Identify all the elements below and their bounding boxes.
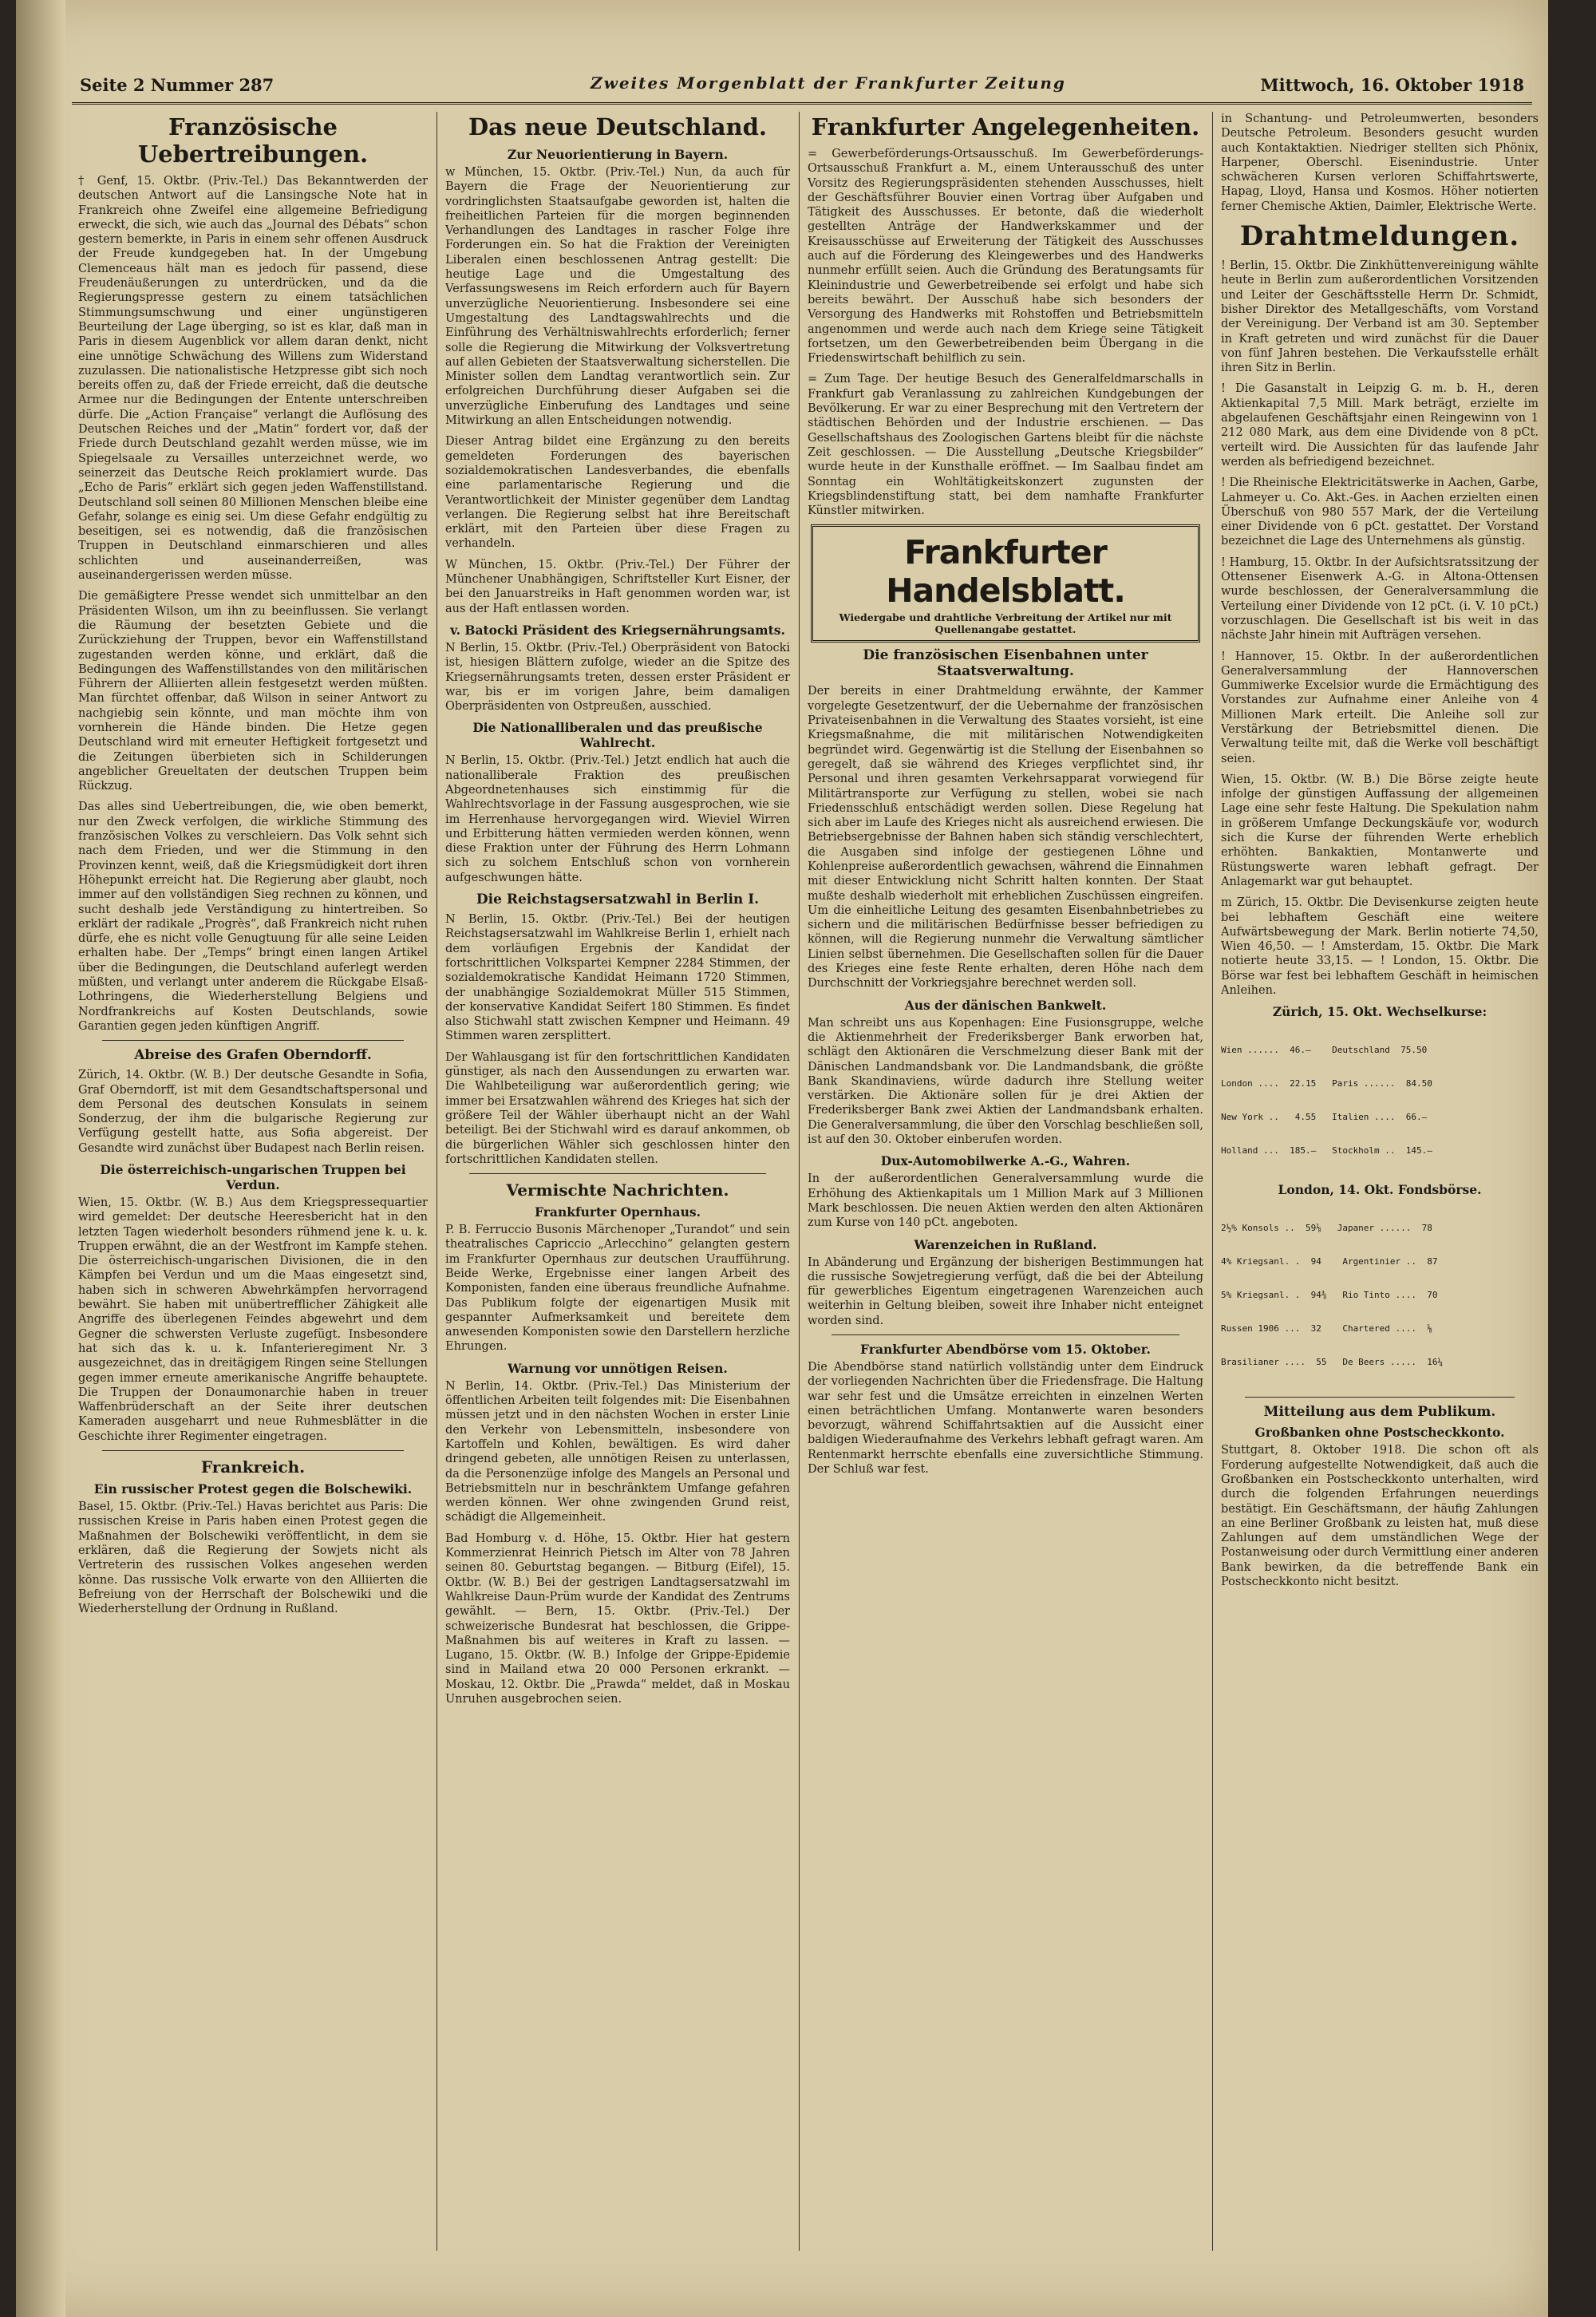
exchange-rates-title: Zürich, 15. Okt. Wechselkurse:	[1272, 1004, 1487, 1020]
headline-neues-deutschland: Das neue Deutschland.	[468, 113, 767, 140]
article-text: W München, 15. Oktbr. (Priv.-Tel.) Der Führer der Münchener Unabhängigen, Schriftsteller Kurt Eisner, der bei den Januarstreiks in Haft genommen worden war, ist aus der Haft entlassen worden.	[445, 558, 790, 615]
headline-frankreich: Frankreich.	[200, 1457, 306, 1477]
article-text: N Berlin, 15. Oktbr. (Priv.-Tel.) Jetzt endlich hat auch die nationalliberale Fraktion des preußischen Abgeordnetenhauses sich einstimmig für die Wahlrechtsvorlage in der Fassung ausgesprochen, wie sie im Herrenhause hervorgegangen wird. Wieviel Wirren und Erbitterung hätten vermieden werden können, wenn diese Fraktion unter der Führung des Herrn Lohmann sich zu solchem Entschluß schon von vornherein aufgeschwungen hätte.	[445, 754, 790, 884]
article-text: Zürich, 14. Oktbr. (W. B.) Der deutsche Gesandte in Sofia, Graf Oberndorff, ist mit dem Gesandtschaftspersonal und dem Personal des deutschen Konsulats in seinem Sonderzug, der ihm die bulgarische Regierung zur Verfügung gestellt hatte, aus Sofia abgereist. Der Gesandte wird zunächst über Budapest nach Berlin reisen.	[78, 1069, 428, 1155]
headline-angelegenheiten: Frankfurter Angelegenheiten.	[811, 113, 1200, 140]
article-text: † Genf, 15. Oktbr. (Priv.-Tel.) Das Bekanntwerden der deutschen Antwort auf die Lansingsche Note hat in Frankreich ohne Zweifel eine allgemeine Befriedigung erweckt, die sich, wie auch das „Journal des Débats“ schon gestern bemerkte, in Paris in einem sehr offenen Ausdruck der Freude kundgegeben hat. In der Umgebung Clemenceaus hält man es jedoch für passend, diese Freudenäußerungen zu unterdrücken, und da die Regierungspresse gestern zu einem tatsächlichen Stimmungsumschwung und einer ungünstigeren Beurteilung der Lage überging, so ist es klar, daß man in Paris in diesem Augenblick vor allem daran denkt, nicht eine unnötige Schwächung des Willens zum Widerstand zuzulassen. Die nationalistische Hetzpresse gibt sich noch bereits offen zu, daß der Friede erreicht, daß die deutsche Armee nur die Bedingungen der Entente unterschreiben dürfe. Die „Action Française“ verlangt die Auflösung des Deutschen Reiches und der „Matin“ fordert vor, daß der Friede durch Deutschland gezahlt werden müsse, wie im Spiegelsaale zu Versailles unterzeichnet werde, wo seinerzeit das Deutsche Reich proklamiert wurde. Das „Echo de Paris“ erklärt sich gegen jeden Waffenstillstand. Deutschland soll seinen 80 Millionen Menschen bleibe eine Gefahr, solange es einig sei. Um diese Gefahr endgültig zu beseitigen, sei es notwendig, daß die französischen Truppen in Deutschland einmarschieren und alles schlichten und auseinanderreißen, was auseinandergerissen werden müsse.	[78, 175, 428, 583]
column-4	[1221, 112, 1539, 2251]
handelsblatt-note: Wiedergabe und drahtliche Verbreitung der Artikel nur mit Quellenangabe gestattet.	[839, 611, 1172, 636]
exchange-rates-table	[1221, 1022, 1539, 1179]
table-row: Wien ...... 46.— Deutschland 75.50	[1221, 1045, 1428, 1056]
article-text: = Zum Tage. Der heutige Besuch des Generalfeldmarschalls in Frankfurt gab Veranlassung zu zahlreichen Kundgebungen der Bevölkerung. Er war zu einer Besprechung mit den Vertretern der städtischen Behörden und der Industrie erschienen. — Das Gesellschaftshaus des Zoologischen Gartens bleibt für die nächste Zeit geschlossen. — Die Ausstellung „Deutsche Kriegsbilder“ wurde heute in der Kunsthalle eröffnet. — Im Saalbau findet am Sonntag ein Wohltätigkeitskonzert zugunsten der Kriegsblindenstiftung statt, bei dem namhafte Frankfurter Künstler mitwirken.	[808, 373, 1203, 518]
headline-mitteilung: Mitteilung aus dem Publikum.	[1263, 1404, 1496, 1421]
headline-bankwelt: Aus der dänischen Bankwelt.	[904, 997, 1107, 1013]
london-exchange-table	[1221, 1200, 1539, 1390]
divider	[102, 1040, 404, 1041]
masthead	[72, 70, 1532, 105]
article-text: Man schreibt uns aus Kopenhagen: Eine Fusionsgruppe, welche die Aktienmehrheit der Frederiksberger Bank erworben hat, schlägt den Aktionären die Verschmelzung dieser Bank mit der Dänischen Landmandsbank vor. Die Landmandsbank, die größte Bank Skandinaviens, würde dadurch ihre Stellung weiter verstärken. Die Aktionäre sollen für je drei Aktien der Frederiksberger Bank zwei Aktien der Landmandsbank erhalten. Die Generalversammlung, die über den Vorschlag beschließen soll, ist auf den 30. Oktober einberufen worden.	[808, 1016, 1203, 1147]
article-text: Stuttgart, 8. Oktober 1918. Die schon oft als Forderung aufgestellte Notwendigkeit, daß auch die Großbanken ein Postscheckkonto unterhalten, wird durch die folgenden Erfahrungen neuerdings bestätigt. Ein Geschäftsmann, der häufig Zahlungen an eine Berliner Großbank zu leisten hat, muß diese Zahlungen auf dem umständlichen Wege der Postanweisung oder durch Vermittlung einer anderen Bank bewirken, da die betreffende Bank ein Postscheckkonto nicht besitzt.	[1221, 1444, 1539, 1588]
article-text: In der außerordentlichen Generalversammlung wurde die Erhöhung des Aktienkapitals um 1 Million Mark auf 3 Millionen Mark beschlossen. Die neuen Aktien werden den alten Aktionären zum Kurse von 140 pCt. angeboten.	[808, 1172, 1203, 1230]
table-row: Holland ... 185.— Stockholm .. 145.—	[1221, 1145, 1432, 1157]
headline-abreise: Abreise des Grafen Oberndorff.	[134, 1047, 372, 1064]
article-text: ! Die Gasanstalt in Leipzig G. m. b. H., deren Aktienkapital 7,5 Mill. Mark beträgt, erzielte im abgelaufenen Geschäftsjahr einen Reingewinn von 1 212 080 Mark, aus dem eine Dividende von 8 pCt. verteilt wird. Die Aussichten für das laufende Jahr werden als befriedigend bezeichnet.	[1221, 382, 1539, 469]
handelsblatt-title: Frankfurter Handelsblatt.	[886, 533, 1125, 611]
table-row: New York .. 4.55 Italien .... 66.—	[1221, 1112, 1428, 1123]
headline-protest: Ein russischer Protest gegen die Bolschewiki.	[93, 1481, 413, 1497]
article-text: P. B. Ferruccio Busonis Märchenoper „Turandot“ und sein theatralisches Capriccio „Arlecchino“ gelangten gestern im Frankfurter Opernhaus zur deutschen Uraufführung. Beide Werke, Ergebnisse einer langen Arbeit des Komponisten, fanden eine überaus freundliche Aufnahme. Das Publikum folgte der eigenartigen Musik mit gespannter Aufmerksamkeit und bereitete dem anwesenden Komponisten sowie den Darstellern herzliche Ehrungen.	[445, 1224, 790, 1354]
headline-abendboerse: Frankfurter Abendbörse vom 15. Oktober.	[860, 1342, 1151, 1357]
headline-nationalliberale: Die Nationalliberalen und das preußische Wahlrecht.	[472, 720, 763, 751]
headline-reichstagswahl: Die Reichstagsersatzwahl in Berlin I.	[476, 892, 760, 908]
divider	[832, 1334, 1179, 1335]
article-text: m Zürich, 15. Oktbr. Die Devisenkurse zeigten heute bei lebhaftem Geschäft eine weitere Aufwärtsbewegung der Mark. Berlin notierte 74,50, Wien 46,50. — ! Amsterdam, 15. Oktbr. Die Mark notierte heute 33,15. — ! London, 15. Oktbr. Die Börse war fest bei lebhaftem Geschäft in heimischen Anleihen.	[1221, 896, 1539, 998]
newspaper-title: Zweites Morgenblatt der Frankfurter Zeitung	[591, 73, 1066, 93]
handelsblatt-banner	[811, 524, 1200, 643]
subheadline-bayern: Zur Neuorientierung in Bayern.	[507, 147, 729, 162]
table-row: 5% Kriegsanl. . 94⅜ Rio Tinto .... 70	[1221, 1290, 1438, 1301]
issue-date: Mittwoch, 16. Oktober 1918	[1260, 75, 1524, 95]
headline-uebertreibungen: Französische Uebertreibungen.	[137, 113, 369, 168]
headline-batocki: v. Batocki Präsident des Kriegsernährungsamts.	[450, 622, 785, 638]
table-row: London .... 22.15 Paris ...... 84.50	[1221, 1078, 1432, 1089]
column-1	[78, 112, 428, 2251]
article-text: Der Wahlausgang ist für den fortschrittlichen Kandidaten günstiger, als nach den Aussendungen zu erwarten war. Die Wahlbeteiligung war außerordentlich gering; wie immer bei Ersatzwahlen während des Krieges hat sich der größere Teil der Wähler überhaupt nicht an der Wahl beteiligt. Bei der Stichwahl wird es darauf ankommen, ob die bürgerlichen Wähler sich geschlossen hinter den fortschrittlichen Kandidaten stellen.	[445, 1050, 790, 1166]
divider	[469, 1173, 766, 1174]
article-text: ! Die Rheinische Elektricitätswerke in Aachen, Garbe, Lahmeyer u. Co. Akt.-Ges. in Aachen erzielten einen Überschuß von 980 557 Mark, der die Verteilung einer Dividende von 6 pCt. gestattet. Der Vorstand bezeichnet die Lage des Unternehmens als günstig.	[1221, 476, 1539, 548]
article-text: Wien, 15. Oktbr. (W. B.) Die Börse zeigte heute infolge der günstigen Auffassung der allgemeinen Lage eine sehr feste Haltung. Die Spekulation nahm in größerem Umfange Deckungskäufe vor, wodurch sich die Kurse der führenden Werte erheblich erhöhten. Bankaktien, Montanwerte und Rüstungswerte waren lebhaft gefragt. Der Anlagemarkt war gut behauptet.	[1221, 773, 1539, 888]
table-row: 2½% Konsols .. 59⅛ Japaner ...... 78	[1221, 1223, 1432, 1234]
headline-vermischte: Vermischte Nachrichten.	[506, 1180, 729, 1200]
headline-warnung: Warnung vor unnötigen Reisen.	[508, 1360, 728, 1376]
article-text: Wien, 15. Oktbr. (W. B.) Aus dem Kriegspressequartier wird gemeldet: Der deutsche Heeresbericht hat in den letzten Tagen wiederholt besonders rühmend jene k. u. k. Truppen erwähnt, die an der Westfront im Kampfe stehen. Die österreichisch-ungarischen Divisionen, die in den Kämpfen bei Verdun und um die Maas eingesetzt sind, haben sich in schweren Abwehrkämpfen hervorragend bewährt. Sie haben mit unübertrefflicher Zähigkeit alle Angriffe des überlegenen Feindes abgewehrt und dem Gegner die schwersten Verluste zugefügt. Insbesondere hat sich das k. u. k. Infanterieregiment Nr. 3 ausgezeichnet, das in dreitägigem Ringen seine Stellungen gegen immer erneute amerikanische Angriffe behauptete. Die Truppen der Donaumonarchie haben in treuer Waffenbrüderschaft an der Seite ihrer deutschen Kameraden ausgeharrt und neue Ruhmesblätter in die Geschichte ihrer Regimenter eingetragen.	[78, 1196, 428, 1443]
article-text: N Berlin, 15. Oktbr. (Priv.-Tel.) Oberpräsident von Batocki ist, hiesigen Blättern zufolge, wieder an die Spitze des Kriegsernährungsamts treten, dessen erster Präsident er war, bis er im vorigen Jahre, beim damaligen Oberpräsidenten von Ostpreußen, ausschied.	[445, 641, 790, 714]
headline-grossbanken: Großbanken ohne Postscheckkonto.	[1254, 1425, 1505, 1441]
headline-drahtmeldungen: Drahtmeldungen.	[1239, 220, 1520, 253]
article-text: N Berlin, 15. Oktbr. (Priv.-Tel.) Bei der heutigen Reichstagsersatzwahl im Wahlkreise Berlin 1, erhielt nach dem vorläufigen Ergebnis der Kandidat der fortschrittlichen Volkspartei Kempner 2284 Stimmen, der sozialdemokratische Kandidat Heimann 1720 Stimmen, der unabhängige Sozialdemokrat Müller 515 Stimmen, der konservative Kandidat Seifert 180 Stimmen. Es findet also Stichwahl statt zwischen Kempner und Heimann. 49 Stimmen waren zersplittert.	[445, 913, 790, 1043]
article-text: N Berlin, 14. Oktbr. (Priv.-Tel.) Das Ministerium der öffentlichen Arbeiten teilt folgendes mit: Die Eisenbahnen müssen jetzt und in den nächsten Wochen in erster Linie den Verkehr von Lebensmitteln, insbesondere von Kartoffeln und Kohlen, bewältigen. Es wird daher dringend gebeten, alle unnötigen Reisen zu unterlassen, da die Personenzüge infolge des Mangels an Personal und Betriebsmitteln nur in beschränktem Umfange gefahren werden können. Wer ohne zwingenden Grund reist, schädigt die Allgemeinheit.	[445, 1379, 790, 1524]
headline-warenzeichen: Warenzeichen in Rußland.	[914, 1236, 1097, 1252]
divider	[1245, 1397, 1515, 1398]
london-exchange-title: London, 14. Okt. Fondsbörse.	[1278, 1182, 1482, 1198]
page-number: Seite 2 Nummer 287	[80, 75, 275, 95]
article-text: Das alles sind Uebertreibungen, die, wie oben bemerkt, nur den Zweck verfolgen, die wirkliche Stimmung des französischen Volkes zu verschleiern. Das Volk sehnt sich nach dem Frieden, und wer die Stimmung in den Provinzen kennt, weiß, daß die Kriegsmüdigkeit dort ihren Höhepunkt erreicht hat. Die Regierung aber glaubt, noch immer auf den vollständigen Sieg rechnen zu können, und sucht deshalb jede Verständigung zu hintertreiben. So erklärt der radikale „Progrès“, daß Frankreich nicht ruhen dürfe, ehe es nicht volle Genugtuung für alle seine Leiden erhalten habe. Der „Temps“ bringt einen langen Artikel über die Bedingungen, die Deutschland auferlegt werden müßten, und verlangt unter anderem die Rückgabe Elsaß-Lothringens, die Wiederherstellung Belgiens und Nordfrankreichs auf Kosten Deutschlands, sowie Garantien gegen jeden künftigen Angriff.	[78, 801, 428, 1033]
column-3	[808, 112, 1203, 2251]
column-rule	[799, 112, 800, 2251]
column-rule	[1212, 112, 1213, 2251]
article-text: w München, 15. Oktbr. (Priv.-Tel.) Nun, da auch für Bayern die Frage der Neuorientierung zur vordringlichsten Staatsaufgabe geworden ist, halten die freiheitlichen Parteien für die morgen beginnenden Verhandlungen des Landtages in rascher Folge ihre Forderungen ein. So hat die Fraktion der Vereinigten Liberalen einen beschlossenen Antrag gestellt: Die heutige Lage und die Umgestaltung des Verfassungswesens im Reich erfordern auch für Bayern unverzügliche Neuorientierung. Insbesondere sei eine Umgestaltung des Landtagswahlrechts und die Einführung des Verhältniswahlrechts erforderlich; ferner solle die Regierung die Mitwirkung der Volksvertretung auf allen Gebieten der Staatsverwaltung sicherstellen. Die Minister sollen dem Landtag verantwortlich sein. Zur erfolgreichen Durchführung dieser Aufgaben sei die unverzügliche Einberufung des Landtages und seine Mitwirkung an allen Entscheidungen notwendig.	[445, 166, 790, 428]
headline-eisenbahnen: Die französischen Eisenbahnen unter Staatsverwaltung.	[863, 647, 1148, 680]
article-text: = Gewerbeförderungs-Ortsausschuß. Im Gewerbeförderungs-Ortsausschuß Frankfurt a. M., einem Unterausschuß des unter Vorsitz des Regierungspräsidenten stehenden Ausschusses, hielt der Geschäftsführer Bouvier einen Vortrag über Aufgaben und Tätigkeit des Ausschusses. Er betonte, daß die wiederholt gestellten Anträge der Handwerkskammer und der Kreisausschüsse auf Erweiterung der Tätigkeit des Ausschusses auch auf die Förderung des Kleingewerbes und des Handwerks nunmehr erfüllt seien. Auch die Gründung des Beratungsamts für Kleinindustrie und Gewerbetreibende sei erfolgt und habe sich bereits bewährt. Der Ausschuß habe sich besonders der Versorgung des Handwerks mit Rohstoffen und Betriebsmitteln angenommen und werde auch nach dem Kriege seine Tätigkeit fortsetzen, um den Gewerbetreibenden beim Übergang in die Friedenswirtschaft behilflich zu sein.	[808, 148, 1203, 366]
newspaper-page	[16, 0, 1548, 2317]
table-row: 4% Kriegsanl. . 94 Argentinier .. 87	[1221, 1256, 1438, 1267]
article-text: Die Abendbörse stand natürlich vollständig unter dem Eindruck der vorliegenden Nachrichten über die Friedensfrage. Die Haltung war sehr fest und die Umsätze erreichten in einzelnen Werten einen beträchtlichen Umfang. Montanwerte waren besonders bevorzugt, während Schiffahrtsaktien auf die Aussicht einer baldigen Wiederaufnahme des Verkehrs lebhaft gefragt waren. Am Rentenmarkt herrschte ebenfalls eine zuversichtliche Stimmung. Der Schluß war fest.	[808, 1361, 1203, 1477]
article-text: In Abänderung und Ergänzung der bisherigen Bestimmungen hat die russische Sowjetregierung verfügt, daß die bei der Abteilung für gewerbliches Eigentum eingetragenen Warenzeichen auch weiterhin in Geltung bleiben, soweit ihre Inhaber nicht enteignet worden sind.	[808, 1255, 1203, 1327]
headline-dux: Dux-Automobilwerke A.-G., Wahren.	[880, 1153, 1131, 1169]
table-row: Russen 1906 ... 32 Chartered .... ⅝	[1221, 1323, 1432, 1334]
article-text: in Schantung- und Petroleumwerten, besonders Deutsche Petroleum. Besonders gesucht wurden auch Kontaktaktien. Niedriger stellten sich Phönix, Harpener, Oberschl. Eisenindustrie. Unter schwächeren Kursen verloren Schiffahrtswerte, Hapag, Lloyd, Hansa und Kosmos. Höher notierten ferner Chemische Aktien, Daimler, Elektrische Werte.	[1221, 113, 1539, 213]
article-text: ! Hannover, 15. Oktbr. In der außerordentlichen Generalversammlung der Hannoverschen Gummiwerke Excelsior wurde die Ermächtigung des Vorstandes zur Aufnahme einer Anleihe von 4 Millionen Mark erteilt. Die Anleihe soll zur Verstärkung der Betriebsmittel dienen. Die Verwaltung teilte mit, daß die Werke voll beschäftigt seien.	[1221, 650, 1539, 765]
headline-truppen: Die österreichisch-ungarischen Truppen bei Verdun.	[100, 1162, 406, 1192]
article-text: ! Hamburg, 15. Oktbr. In der Aufsichtsratssitzung der Ottensener Eisenwerk A.-G. in Altona-Ottensen wurde beschlossen, der Generalversammlung die Verteilung einer Dividende von 12 pCt. (i. V. 10 pCt.) vorzuschlagen. Die Gesellschaft ist bis weit in das nächste Jahr hinein mit Aufträgen versehen.	[1221, 556, 1539, 643]
table-row: Brasilianer .... 55 De Beers ..... 16¼	[1221, 1357, 1444, 1368]
article-text: Bad Homburg v. d. Höhe, 15. Oktbr. Hier hat gestern Kommerzienrat Heinrich Pietsch im Alter von 78 Jahren seinen 80. Geburtstag begangen. — Bitburg (Eifel), 15. Oktbr. (W. B.) Bei der gestrigen Landtagsersatzwahl im Wahlkreise Daun-Prüm wurde der Kandidat des Zentrums gewählt. — Bern, 15. Oktbr. (Priv.-Tel.) Der schweizerische Bundesrat hat beschlossen, die Grippe-Maßnahmen bis auf weiteres in Kraft zu lassen. — Lugano, 15. Oktbr. (W. B.) Infolge der Grippe-Epidemie sind in Mailand etwa 20 000 Personen erkrankt. — Moskau, 12. Oktbr. Die „Prawda“ meldet, daß in Moskau Unruhen ausgebrochen seien.	[445, 1532, 790, 1706]
divider	[102, 1450, 404, 1451]
column-2	[445, 112, 790, 2251]
headline-opernhaus: Frankfurter Opernhaus.	[535, 1204, 701, 1220]
article-text: Basel, 15. Oktbr. (Priv.-Tel.) Havas berichtet aus Paris: Die russischen Kreise in Paris haben einen Protest gegen die Maßnahmen der Bolschewiki veröffentlicht, in dem sie erklären, daß die Regierung der Sowjets nicht als Vertreterin des russischen Volkes angesehen werden könne. Das russische Volk erwarte von den Alliierten die Befreiung von der Herrschaft der Bolschewiki und die Wiederherstellung der Ordnung in Rußland.	[78, 1501, 428, 1616]
article-text: ! Berlin, 15. Oktbr. Die Zinkhüttenvereinigung wählte heute in Berlin zum außerordentlichen Vorsitzenden und Leiter der Geschäftsstelle Herrn Dr. Schmidt, bisher Direktor des Metallgeschäfts, vom Vorstand der Vereinigung. Der Verband ist am 30. September in Kraft getreten und wird zunächst für die Dauer von fünf Jahren bestehen. Die Verkaufsstelle erhält ihren Sitz in Berlin.	[1221, 259, 1539, 375]
article-text: Die gemäßigtere Presse wendet sich unmittelbar an den Präsidenten Wilson, um ihn zu beeinflussen. Sie verlangt die Räumung der besetzten Gebiete und die Zurückziehung der Truppen, bevor ein Waffenstillstand zugestanden werden könne, und erklärt, daß die Bedingungen des Waffenstillstandes von den militärischen Führern der Alliierten allein festgesetzt werden müßten. Man fürchtet offenbar, daß Wilson in seiner Antwort zu nachgiebig sein könnte, und man möchte ihm von vornherein die Hände binden. Die Hetze gegen Deutschland wird mit erneuter Heftigkeit fortgesetzt und die Zeitungen überbieten sich in Schilderungen angeblicher Greueltaten der deutschen Truppen beim Rückzug.	[78, 590, 428, 793]
article-text: Dieser Antrag bildet eine Ergänzung zu den bereits gemeldeten Forderungen des bayerischen sozialdemokratischen Landesverbandes, die ebenfalls eine parlamentarische Regierung und die Verantwortlichkeit der Minister gegenüber dem Landtag verlangen. Die Regierung selbst hat ihre Bereitschaft erklärt, mit den Parteien über diese Fragen zu verhandeln.	[445, 435, 790, 551]
book-spine	[16, 0, 65, 2317]
article-text: Der bereits in einer Drahtmeldung erwähnte, der Kammer vorgelegte Gesetzentwurf, der die Uebernahme der französischen Privateisenbahnen in die Verwaltung des Staates vorsieht, ist eine Kriegsmaßnahme, die mit militärischen Notwendigkeiten begründet wird. Gegenwärtig ist die Stellung der Eisenbahnen so geregelt, daß sie während des Krieges verpflichtet sind, ihr Personal und ihren gesamten Verkehrsapparat vorwiegend für Militärtransporte zur Verfügung zu stellen, wobei sie nach Friedensschluß entschädigt werden sollen. Diese Regelung hat sich aber im Laufe des Krieges nicht als ausreichend erwiesen. Die Betriebsergebnisse der Bahnen haben sich ständig verschlechtert, die Ausgaben sind infolge der gestiegenen Löhne und Kohlenpreise außerordentlich gewachsen, während die Einnahmen mit dieser Entwicklung nicht Schritt halten konnten. Der Staat mußte deshalb wiederholt mit erheblichen Zuschüssen eingreifen. Um die einheitliche Leitung des gesamten Eisenbahnbetriebes zu sichern und die militärischen Bedürfnisse besser befriedigen zu können, will die Regierung nunmehr die Verwaltung sämtlicher Linien selbst übernehmen. Die Gesellschaften sollen für die Dauer des Krieges eine feste Rente erhalten, deren Höhe nach dem Durchschnitt der Vorkriegsjahre berechnet werden soll.	[808, 685, 1203, 990]
